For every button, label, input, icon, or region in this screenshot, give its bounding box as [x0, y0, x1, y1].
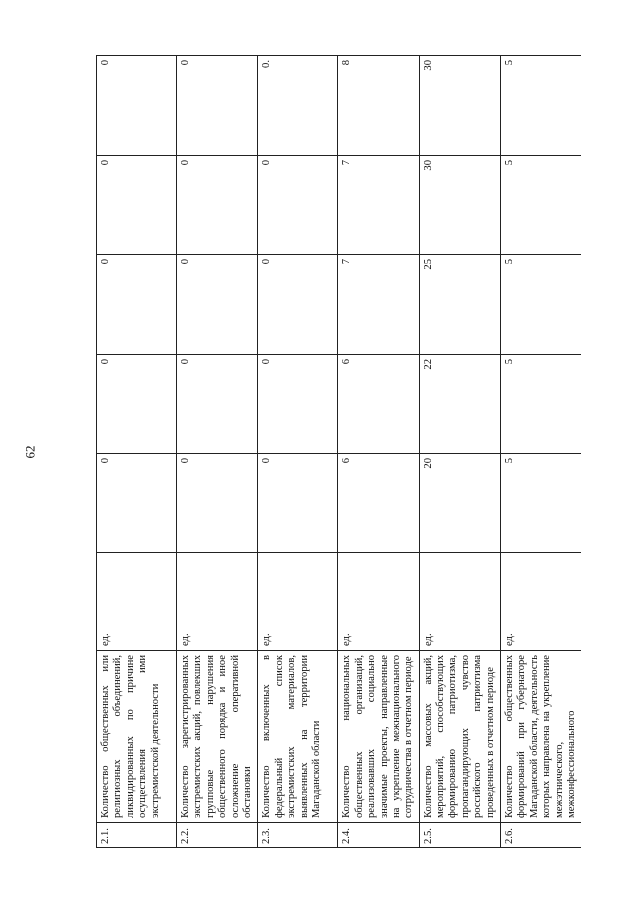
- unit-cell: ед.: [338, 553, 419, 651]
- unit-cell: ед.: [258, 553, 338, 651]
- value-cell: 0: [258, 355, 338, 454]
- unit-cell: ед.: [97, 553, 177, 651]
- value-cell: 0: [97, 355, 177, 454]
- unit-cell: ед.: [419, 553, 500, 651]
- value-cell: 0: [97, 156, 177, 255]
- value-cell: 0: [177, 56, 258, 156]
- indicator-description: Количество массовых акций, мероприятий, способствующих формированию патриотизма, пропагандирующих чувство российского патриотизма проведенных в отчетном периоде: [419, 651, 500, 823]
- unit-cell: ед.: [501, 553, 582, 651]
- table-row: [501, 56, 582, 848]
- value-cell: 6: [338, 454, 419, 553]
- indicator-description: Количество общественных или религиозных объединений, ликвидированных по причине осуществления ими экстремистской деятельности: [97, 651, 177, 823]
- value-cell: 25: [419, 255, 500, 355]
- value-cell: 8: [338, 56, 419, 156]
- row-number: 2.6.: [501, 823, 582, 848]
- value-cell: 0: [177, 355, 258, 454]
- value-cell: 5: [501, 156, 582, 255]
- value-cell: 5: [501, 255, 582, 355]
- indicator-description: Количество общественных формирований при губернаторе Магаданской области, деятельность которых направлена на укрепление межэтнического, межконфессионального: [501, 651, 582, 823]
- value-cell: 5: [501, 355, 582, 454]
- value-cell: 6: [338, 355, 419, 454]
- value-cell: 0.: [258, 56, 338, 156]
- indicators-table: [96, 55, 581, 848]
- value-cell: 22: [419, 355, 500, 454]
- row-number: 2.2.: [177, 823, 258, 848]
- row-number: 2.5.: [419, 823, 500, 848]
- value-cell: 0: [258, 156, 338, 255]
- table-row: [177, 56, 258, 848]
- table-row: [338, 56, 419, 848]
- indicator-description: Количество зарегистрированных экстремистских акций, повлекших групповые нарушения общественного порядка и иное осложнение оперативной обстановки: [177, 651, 258, 823]
- value-cell: 0: [97, 56, 177, 156]
- value-cell: 0: [177, 156, 258, 255]
- value-cell: 0: [177, 255, 258, 355]
- value-cell: 0: [97, 255, 177, 355]
- value-cell: 5: [501, 56, 582, 156]
- indicator-description: Количество включенных в федеральный список экстремистских материалов, выявленных на территории Магаданской области: [258, 651, 338, 823]
- value-cell: 7: [338, 156, 419, 255]
- value-cell: 30: [419, 56, 500, 156]
- value-cell: 20: [419, 454, 500, 553]
- rotated-table-container: [96, 56, 576, 848]
- unit-cell: ед.: [177, 553, 258, 651]
- table-row: [97, 56, 177, 848]
- value-cell: 7: [338, 255, 419, 355]
- value-cell: 0: [177, 454, 258, 553]
- table-row: [419, 56, 500, 848]
- value-cell: 30: [419, 156, 500, 255]
- page-number: 62: [22, 445, 38, 459]
- row-number: 2.3.: [258, 823, 338, 848]
- value-cell: 0: [258, 255, 338, 355]
- table-row: [258, 56, 338, 848]
- indicator-description: Количество национальных общественных организаций, реализовавших социально значимые проекты, направленные на укрепление межнационального сотрудничества в отчетном периоде: [338, 651, 419, 823]
- value-cell: 5: [501, 454, 582, 553]
- value-cell: 0: [97, 454, 177, 553]
- row-number: 2.1.: [97, 823, 177, 848]
- value-cell: 0: [258, 454, 338, 553]
- row-number: 2.4.: [338, 823, 419, 848]
